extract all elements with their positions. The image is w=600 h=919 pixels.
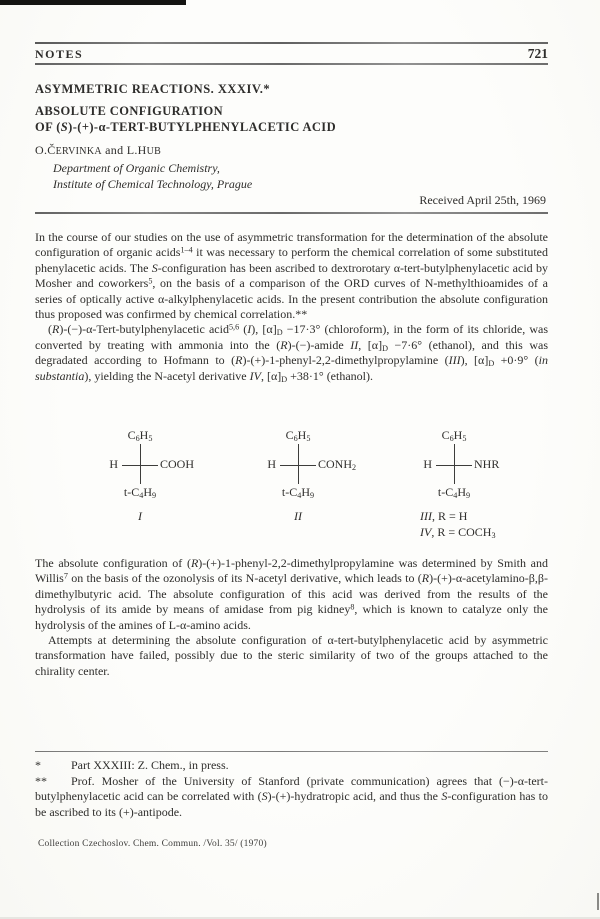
vertical-bond	[298, 444, 299, 484]
affiliation	[53, 161, 252, 192]
horizontal-bond	[436, 465, 472, 466]
atom-left: H	[109, 457, 118, 471]
structure-label: II	[294, 509, 302, 523]
running-header	[35, 46, 548, 62]
footnotes	[35, 758, 548, 820]
group-right: NHR	[474, 457, 500, 471]
chemical-structure-II	[246, 428, 357, 548]
substituent-bottom: $t-C_4H_9$	[437, 485, 471, 501]
substituent-top: $C_6H_5$	[285, 428, 311, 444]
authors-line: O.ČERVINKA and L.HUB	[35, 143, 162, 157]
article-series-title: ASYMMETRIC REACTIONS. XXXIV.*	[35, 82, 271, 96]
vertical-bond	[454, 444, 455, 484]
affiliation-line-2: Institute of Chemical Technology, Prague	[53, 176, 253, 191]
footnote-rule	[35, 751, 548, 752]
header-rule-bottom	[35, 63, 548, 65]
paragraph-2: (R)-(−)-α-Tert-butylphenylacetic acid$^{5,6}$ (I), $[\alpha]_D -17\cdot 3^\circ$ (chloroform), in the form of its chloride, was converted by treating with ammonia into the (R)-(−)-amide II, $[\alpha]_D -7\cdot 6^\circ$ (ethanol), and this was degradated according to Hofmann to (R)-(+)-1-phenyl-2,2-dimethylpropylamine (III), $[\alpha]_D +0\cdot 9^\circ$ (in substantia), yielding the N-acetyl derivative IV, $[\alpha]_D +38\cdot 1^\circ$ (ethanol).	[35, 322, 549, 384]
affiliation-line-1: Department of Organic Chemistry,	[53, 161, 220, 175]
scan-artifact-right-edge	[597, 893, 599, 910]
atom-left: H	[267, 457, 276, 471]
received-date: Received April 25th, 1969	[419, 193, 546, 207]
header-rule-top	[35, 42, 548, 44]
structure-label: I	[138, 509, 142, 523]
byline-rule	[35, 212, 548, 214]
substituent-top: $C_6H_5$	[127, 428, 153, 444]
paragraph-3: The absolute configuration of (R)-(+)-1-phenyl-2,2-dimethylpropylamine was determined by Smith and Willis$^7$ on the basis of the ozonolysis of its N-acetyl derivative, which leads to (R)-(+)-α-acetylamino-β,β-dimethylbutyric acid. The absolute configuration of this acid was derived from the results of the hydrolysis of its amide by means of amidase from pig kidney$^8$, which is known to catalyze only the hydrolysis of the amines of L-α-amino acids.	[35, 556, 548, 632]
footnote-2	[35, 774, 548, 821]
footnote-1-marker: *	[35, 758, 41, 772]
paragraph-1: In the course of our studies on the use of asymmetric transformation for the determination of the absolute configuration of organic acids$^{1-4}$ it was necessary to perform the chemical correlation of some substituted phenylacetic acids. The S-configuration has been ascribed to dextrorotary α-tert-butylphenylacetic acid by Mosher and coworkers$^5$, on the basis of a comparison of the ORD curves of N-methylthioamides of a series of optically active α-alkylphenylacetic acids. In the present contribution the absolute configuration thus proposed was confirmed by chemical correlation.**	[35, 230, 549, 322]
vertical-bond	[140, 444, 141, 484]
chemical-structure-I	[88, 428, 195, 548]
body-text-block-2	[35, 556, 548, 679]
chemical-structure-III-IV	[402, 428, 506, 548]
section-label: NOTES	[35, 47, 84, 61]
page-number: 721	[527, 46, 548, 61]
group-right: $CONH_2$	[318, 457, 357, 473]
horizontal-bond	[280, 465, 316, 466]
horizontal-bond	[122, 465, 158, 466]
group-right: COOH	[160, 457, 195, 471]
structure-label: III, R = H IV, $R = COCH_3$	[420, 509, 496, 541]
atom-left: H	[423, 457, 432, 471]
article-title: ABSOLUTE CONFIGURATION OF (S)-(+)-α-TERT-BUTYLPHENYLACETIC ACID	[35, 104, 337, 134]
footnote-1	[35, 758, 548, 774]
footnote-2-text: Prof. Mosher of the University of Stanford (private communication) agrees that (−)-α-tert-butylphenylacetic acid can be correlated with (S)-(+)-hydratropic acid, and thus the S-configuration has to be ascribed to its (+)-antipode.	[35, 773, 548, 819]
substituent-bottom: $t-C_4H_9$	[281, 485, 315, 501]
chemical-structures-figure	[0, 428, 600, 553]
journal-footer-line: Collection Czechoslov. Chem. Commun. /Vol. 35/ (1970)	[38, 839, 267, 849]
footnote-2-marker: **	[35, 773, 47, 788]
body-text-block-1	[35, 230, 548, 384]
substituent-bottom: $t-C_4H_9$	[123, 485, 157, 501]
footnote-1-text: Part XXXIII: Z. Chem., in press.	[71, 758, 229, 772]
substituent-top: $C_6H_5$	[441, 428, 467, 444]
scan-artifact-top-edge	[0, 0, 186, 5]
paragraph-4: Attempts at determining the absolute configuration of α-tert-butylphenylacetic acid by asymmetric transformation have failed, possibly due to the steric similarity of two of the groups attached to the chirality center.	[35, 633, 548, 678]
